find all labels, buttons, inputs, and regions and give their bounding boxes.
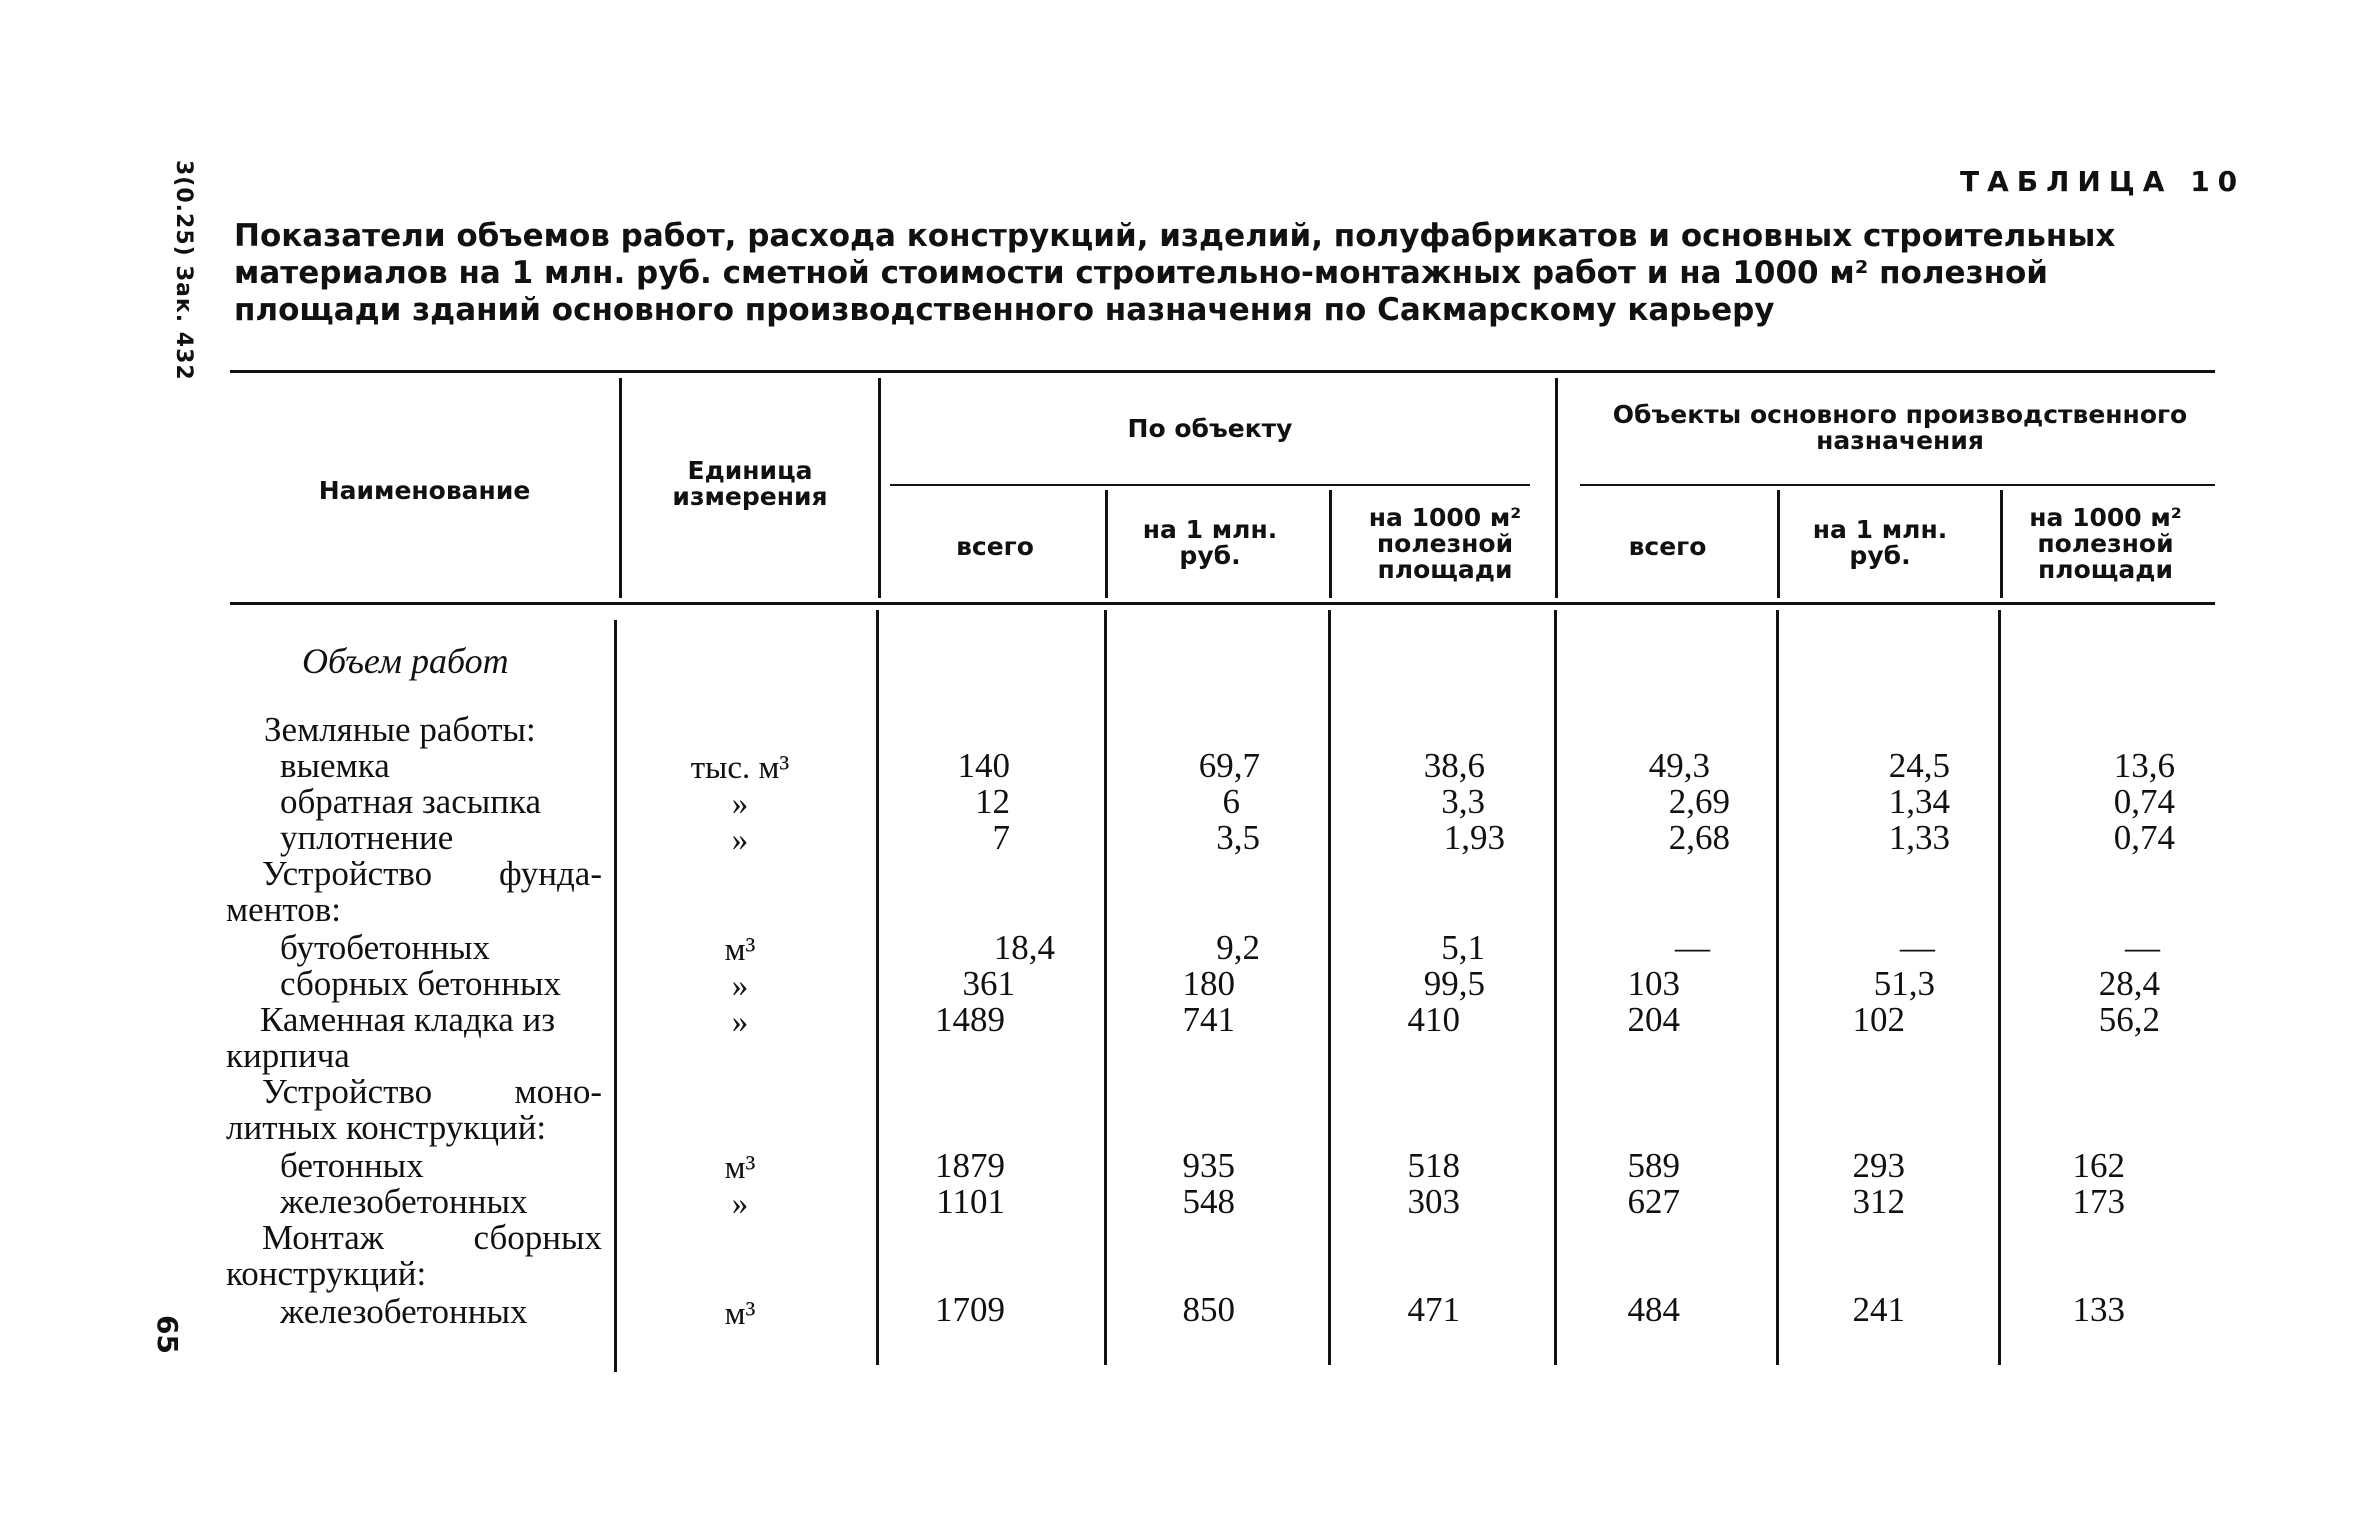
col-divider-2 bbox=[878, 378, 881, 598]
label-monolith bbox=[262, 1074, 602, 1110]
body-divider-2 bbox=[876, 610, 879, 1365]
cell-backfill-per-mln-2: 1,34 bbox=[1888, 782, 1950, 821]
cell-mount-rc-per-1000-2: 133 bbox=[2072, 1290, 2125, 1329]
cell-concrete-total: 1879 bbox=[935, 1146, 1005, 1185]
label-masonry-b: кирпича bbox=[226, 1036, 350, 1075]
body-divider-4 bbox=[1328, 610, 1331, 1365]
cell-mount-rc-per-mln-2: 241 bbox=[1852, 1290, 1905, 1329]
side-note bbox=[166, 160, 196, 420]
cell-masonry-per-mln-2: 102 bbox=[1852, 1000, 1905, 1039]
header-group-object: По объекту bbox=[1127, 414, 1293, 443]
cell-masonry-per-1000-2: 56,2 bbox=[2098, 1000, 2160, 1039]
cell-compaction-total: 7 bbox=[992, 818, 1010, 857]
cell-concrete-per-1000-2: 162 bbox=[2072, 1146, 2125, 1185]
cell-mount-rc-per-1000: 471 bbox=[1407, 1290, 1460, 1329]
unit-rc: » bbox=[731, 1186, 749, 1222]
cell-precast-per-mln-2: 51,3 bbox=[1873, 964, 1935, 1003]
label-mount-b: сборных bbox=[473, 1218, 602, 1257]
cell-rc-total: 1101 bbox=[936, 1182, 1005, 1221]
header-per-mln-2: на 1 млн. руб. bbox=[1812, 515, 1948, 570]
header-group-production: Объекты основного производственного назначения bbox=[1612, 400, 2188, 455]
header-total-2: всего bbox=[1628, 532, 1707, 561]
cell-rc-per-1000-2: 173 bbox=[2072, 1182, 2125, 1221]
label-monolith-b: моно- bbox=[514, 1072, 602, 1111]
header-bottom-rule bbox=[230, 602, 2215, 605]
label-backfill: обратная засыпка bbox=[280, 782, 541, 821]
label-mount-a: Монтаж bbox=[262, 1218, 384, 1257]
cell-concrete-per-1000: 518 bbox=[1407, 1146, 1460, 1185]
unit-rubble: м³ bbox=[724, 932, 756, 968]
cell-masonry-total: 1489 bbox=[935, 1000, 1005, 1039]
top-rule bbox=[230, 370, 2215, 373]
label-foundations-c: ментов: bbox=[226, 890, 341, 929]
unit-compaction: » bbox=[731, 822, 749, 858]
label-rc: железобетонных bbox=[280, 1182, 528, 1221]
label-monolith-a: Устройство bbox=[262, 1072, 433, 1111]
cell-excavation-per-mln-2: 24,5 bbox=[1888, 746, 1950, 785]
cell-excavation-per-1000-2: 13,6 bbox=[2113, 746, 2175, 785]
label-mount bbox=[262, 1220, 602, 1256]
cell-mount-rc-total-2: 484 bbox=[1627, 1290, 1680, 1329]
label-compaction: уплотнение bbox=[280, 818, 454, 857]
unit-backfill: » bbox=[731, 786, 749, 822]
cell-masonry-per-mln: 741 bbox=[1182, 1000, 1235, 1039]
unit-concrete: м³ bbox=[724, 1150, 756, 1186]
cell-compaction-per-1000-2: 0,74 bbox=[2113, 818, 2175, 857]
cell-rubble-per-1000-2: — bbox=[2125, 928, 2160, 967]
header-per-mln-1: на 1 млн. руб. bbox=[1142, 515, 1278, 570]
cell-precast-per-1000: 99,5 bbox=[1423, 964, 1485, 1003]
cell-compaction-per-mln: 3,5 bbox=[1216, 818, 1260, 857]
cell-concrete-per-mln: 935 bbox=[1182, 1146, 1235, 1185]
cell-rc-per-mln: 548 bbox=[1182, 1182, 1235, 1221]
body-divider-1 bbox=[614, 620, 617, 1372]
cell-excavation-per-1000: 38,6 bbox=[1423, 746, 1485, 785]
body-divider-6 bbox=[1776, 610, 1779, 1365]
cell-precast-total: 361 bbox=[962, 964, 1015, 1003]
cell-mount-rc-total: 1709 bbox=[935, 1290, 1005, 1329]
header-per-1000-2: на 1000 м² полезной площади bbox=[2029, 503, 2182, 584]
col-divider-6 bbox=[1777, 490, 1780, 598]
table-title: Показатели объемов работ, расхода конструкций, изделий, полуфабрикатов и основных строительных материалов на 1 млн. руб. сметной стоимости строительно-монтажных работ и на 1000 м² полезной площади зданий основного производственного назначения по Сакмарскому карьеру bbox=[234, 218, 2116, 328]
cell-rubble-per-1000: 5,1 bbox=[1441, 928, 1485, 967]
cell-precast-total-2: 103 bbox=[1627, 964, 1680, 1003]
section-title: Объем работ bbox=[302, 641, 509, 681]
body-divider-3 bbox=[1104, 610, 1107, 1365]
label-foundations bbox=[262, 856, 602, 892]
header-name: Наименование bbox=[318, 476, 531, 505]
cell-concrete-total-2: 589 bbox=[1627, 1146, 1680, 1185]
label-precast: сборных бетонных bbox=[280, 964, 561, 1003]
label-foundations-b: фунда- bbox=[498, 854, 602, 893]
label-excavation: выемка bbox=[280, 746, 390, 785]
unit-precast: » bbox=[731, 968, 749, 1004]
label-earthworks: Земляные работы: bbox=[264, 710, 536, 749]
page-number-text: 65 bbox=[151, 1315, 184, 1354]
cell-mount-rc-per-mln: 850 bbox=[1182, 1290, 1235, 1329]
unit-mount-rc: м³ bbox=[724, 1296, 756, 1332]
cell-rubble-total-2: — bbox=[1675, 928, 1710, 967]
side-note-text: 3(0.25) Зак. 432 bbox=[171, 160, 196, 381]
cell-rc-per-1000: 303 bbox=[1407, 1182, 1460, 1221]
header-per-1000-1: на 1000 м² полезной площади bbox=[1368, 503, 1522, 584]
group1-rule bbox=[890, 484, 1530, 486]
unit-masonry: » bbox=[731, 1004, 749, 1040]
page-number bbox=[150, 1315, 190, 1375]
cell-backfill-total: 12 bbox=[975, 782, 1010, 821]
cell-backfill-per-1000-2: 0,74 bbox=[2113, 782, 2175, 821]
cell-rubble-per-mln: 9,2 bbox=[1216, 928, 1260, 967]
cell-masonry-per-1000: 410 bbox=[1407, 1000, 1460, 1039]
cell-compaction-total-2: 2,68 bbox=[1668, 818, 1730, 857]
cell-compaction-per-mln-2: 1,33 bbox=[1888, 818, 1950, 857]
col-divider-1 bbox=[619, 378, 622, 598]
cell-masonry-total-2: 204 bbox=[1627, 1000, 1680, 1039]
table-label: ТАБЛИЦА 10 bbox=[1960, 165, 2246, 198]
cell-concrete-per-mln-2: 293 bbox=[1852, 1146, 1905, 1185]
col-divider-3 bbox=[1105, 490, 1108, 598]
header-unit: Единица измерения bbox=[672, 456, 828, 511]
cell-backfill-per-1000: 3,3 bbox=[1441, 782, 1485, 821]
col-divider-7 bbox=[2000, 490, 2003, 598]
cell-precast-per-1000-2: 28,4 bbox=[2098, 964, 2160, 1003]
group2-rule bbox=[1580, 484, 2215, 486]
cell-rubble-per-mln-2: — bbox=[1900, 928, 1935, 967]
body-divider-7 bbox=[1998, 610, 2001, 1365]
label-foundations-a: Устройство bbox=[262, 854, 433, 893]
cell-backfill-total-2: 2,69 bbox=[1668, 782, 1730, 821]
header-total-1: всего bbox=[956, 532, 1034, 561]
cell-rubble-total: 18,4 bbox=[993, 928, 1055, 967]
label-monolith-c: литных конструкций: bbox=[226, 1108, 547, 1147]
body-divider-5 bbox=[1554, 610, 1557, 1365]
cell-rc-total-2: 627 bbox=[1627, 1182, 1680, 1221]
cell-excavation-total-2: 49,3 bbox=[1648, 746, 1710, 785]
label-mount-rc: железобетонных bbox=[280, 1292, 528, 1331]
label-masonry-a: Каменная кладка из bbox=[260, 1000, 556, 1039]
label-mount-c: конструкций: bbox=[226, 1254, 427, 1293]
cell-excavation-total: 140 bbox=[957, 746, 1010, 785]
cell-compaction-per-1000: 1,93 bbox=[1443, 818, 1505, 857]
cell-backfill-per-mln: 6 bbox=[1222, 782, 1240, 821]
cell-rc-per-mln-2: 312 bbox=[1852, 1182, 1905, 1221]
cell-excavation-per-mln: 69,7 bbox=[1198, 746, 1260, 785]
col-divider-5 bbox=[1555, 378, 1558, 598]
col-divider-4 bbox=[1329, 490, 1332, 598]
unit-excavation: тыс. м³ bbox=[690, 750, 790, 786]
label-concrete: бетонных bbox=[280, 1146, 424, 1185]
label-rubble: бутобетонных bbox=[280, 928, 490, 967]
cell-precast-per-mln: 180 bbox=[1182, 964, 1235, 1003]
